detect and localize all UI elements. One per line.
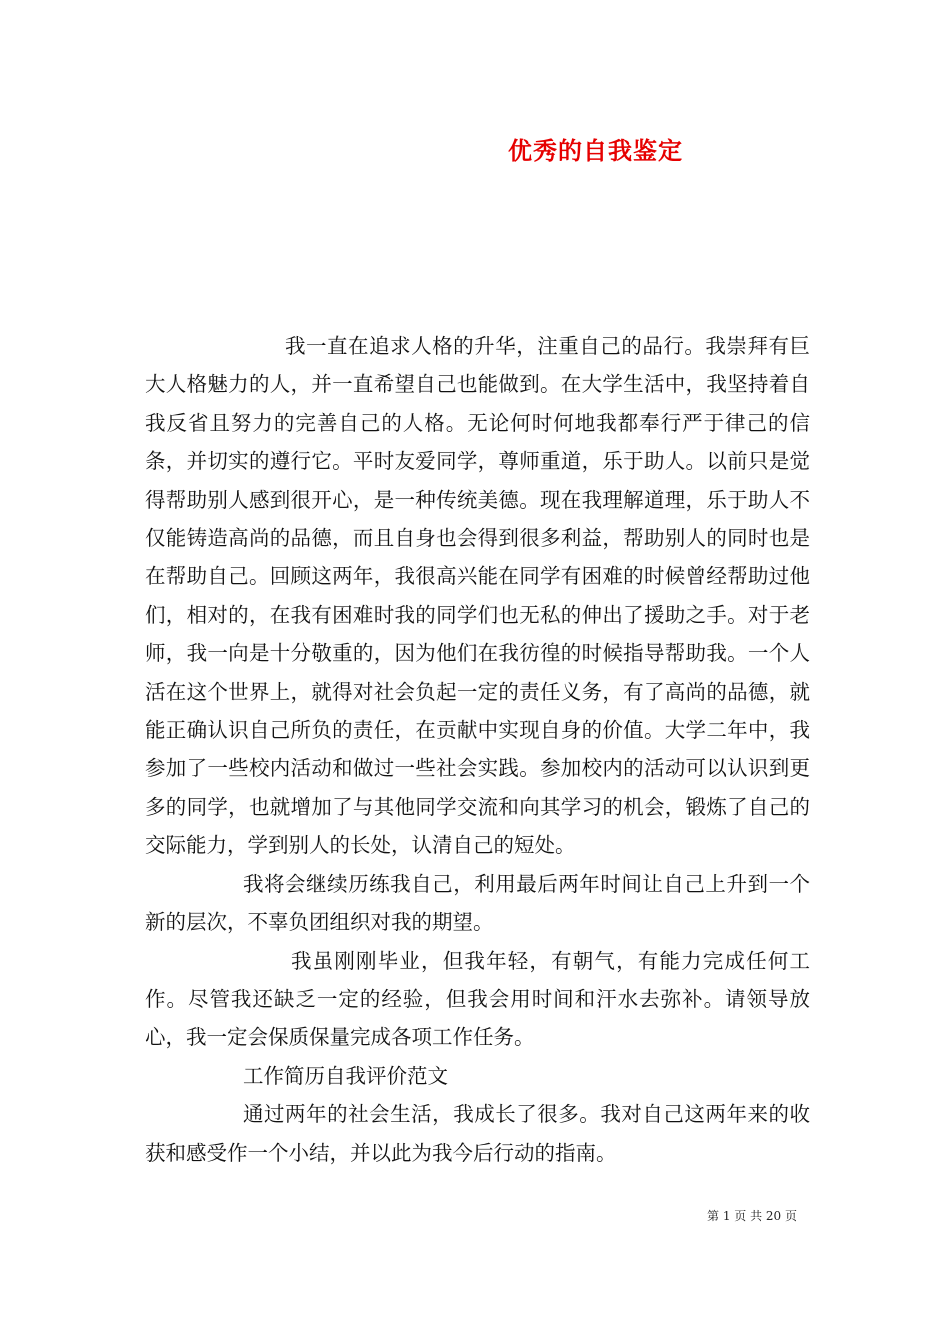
paragraph-2: 我将会继续历练我自己，利用最后两年时间让自己上升到一个新的层次，不辜负团组织对我的期望。 (145, 871, 810, 935)
paragraph-1: 我一直在追求人格的升华，注重自己的品行。我崇拜有巨大人格魅力的人，并一直希望自己也能做到。在大学生活中，我坚持着自我反省且努力的完善自己的人格。无论何时何地我都奉行严于律己的信条，并切实的遵行它。平时友爱同学，尊师重道，乐于助人。以前只是觉得帮助别人感到很开心，是一种传统美德。现在我理解道理，乐于助人不仅能铸造高尚的品德，而且自身也会得到很多利益，帮助别人的同时也是在帮助自己。回顾这两年，我很高兴能在同学有困难的时候曾经帮助过他们，相对的，在我有困难时我的同学们也无私的伸出了援助之手。对于老师，我一向是十分敬重的，因为他们在我彷徨的时候指导帮助我。一个人活在这个世界上，就得对社会负起一定的责任义务，有了高尚的品德，就能正确认识自己所负的责任，在贡献中实现自身的价值。大学二年中，我参加了一些校内活动和做过一些社会实践。参加校内的活动可以认识到更多的同学，也就增加了与其他同学交流和向其学习的机会，锻炼了自己的交际能力，学到别人的长处，认清自己的短处。 (145, 334, 810, 858)
document-body (145, 327, 810, 1172)
page-number-footer: 第 1 页 共 20 页 (707, 1209, 797, 1223)
paragraph-heading: 工作简历自我评价范文 (243, 1063, 448, 1088)
document-title: 优秀的自我鉴定 (508, 136, 683, 165)
paragraph-3: 我虽刚刚毕业，但我年轻，有朝气，有能力完成任何工作。尽管我还缺乏一定的经验，但我会用时间和汗水去弥补。请领导放心，我一定会保质保量完成各项工作任务。 (145, 948, 810, 1050)
paragraph-5: 通过两年的社会生活，我成长了很多。我对自己这两年来的收获和感受作一个小结，并以此为我今后行动的指南。 (145, 1102, 810, 1165)
